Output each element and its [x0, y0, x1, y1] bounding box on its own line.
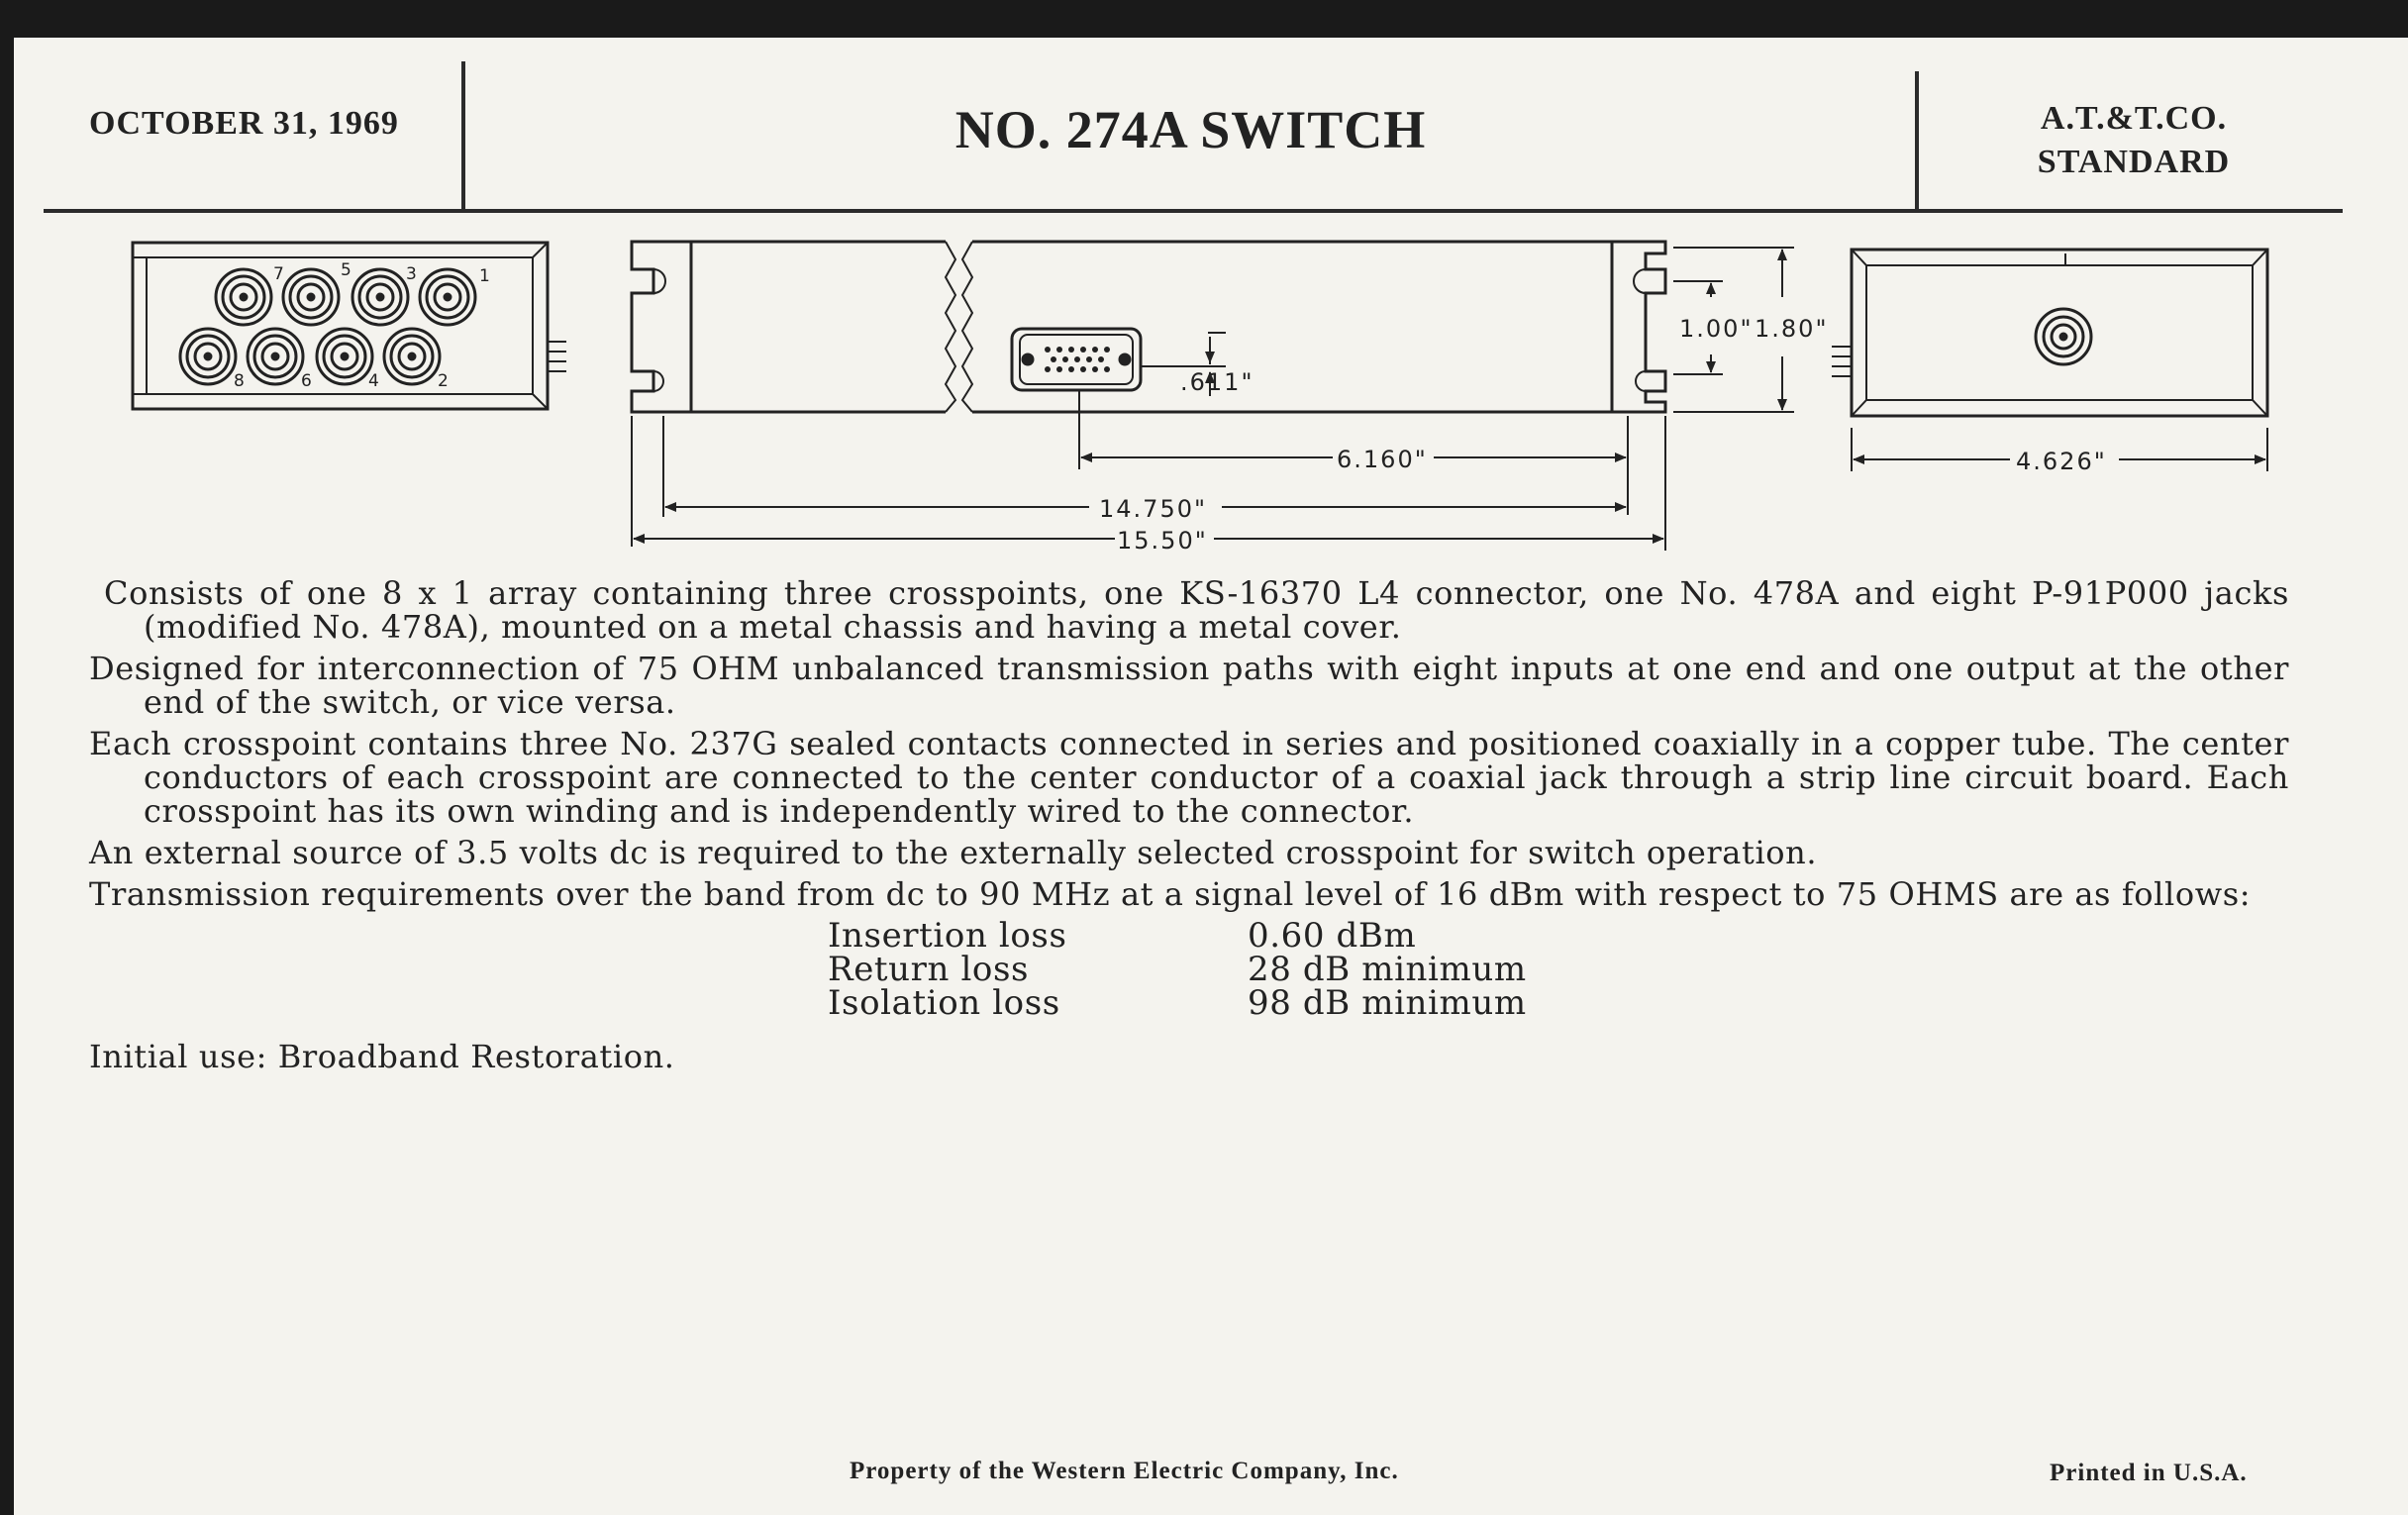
coax-jack-7 [216, 269, 271, 325]
jack-label-1: 1 [479, 266, 490, 286]
jack-label-6: 6 [301, 371, 312, 391]
footer-printed: Printed in U.S.A. [2050, 1460, 2248, 1486]
spec-value: 0.60 dBm [1248, 916, 1417, 956]
spec-value: 98 dB minimum [1248, 983, 1527, 1023]
paragraph-external-source: An external source of 3.5 volts dc is required to the externally selected crosspoint for switch operation. [89, 834, 1818, 871]
coax-jack-5 [283, 269, 339, 325]
footer-property: Property of the Western Electric Company, Inc. [850, 1458, 1399, 1484]
dim-611-label: .611" [1180, 368, 1254, 396]
chassis-side-view [632, 242, 1665, 412]
table-row [828, 986, 1527, 1020]
dim-1550-label: 15.50" [1117, 527, 1208, 555]
spec-table [828, 916, 1527, 1023]
dim-14750-label: 14.750" [1099, 495, 1208, 523]
dim-100-label: 1.00" [1679, 315, 1754, 343]
spec-value: 28 dB minimum [1248, 950, 1527, 989]
header-date: OCTOBER 31, 1969 [89, 105, 399, 142]
output-coax-jack [2036, 309, 2091, 364]
paragraph-consists: Consists of one 8 x 1 array containing three crosspoints, one KS-16370 L4 connector, one No. 478A and eight P-91P000 jacks (modified No. 478A), mounted on a metal chassis and having a metal cover. [104, 574, 2289, 646]
dim-4626-label: 4.626" [2016, 448, 2107, 475]
coax-jack-1 [420, 269, 475, 325]
dim-180-label: 1.80" [1755, 315, 1829, 343]
dim-6160-label: 6.160" [1337, 446, 1428, 473]
standard-line-2: STANDARD [2037, 144, 2231, 180]
paragraph-transmission: Transmission requirements over the band from dc to 90 MHz at a signal level of 16 dBm with respect to 75 OHMS are as follows: [89, 875, 2252, 913]
ks-connector-icon [1012, 329, 1141, 390]
jack-label-4: 4 [368, 371, 379, 391]
coax-jack-2 [384, 329, 440, 384]
page-title: NO. 274A SWITCH [954, 100, 1427, 159]
coax-jack-3 [352, 269, 408, 325]
description-body [89, 576, 2289, 1073]
spec-label: Return loss [828, 950, 1030, 989]
spec-label: Insertion loss [828, 916, 1067, 956]
table-row [828, 953, 1527, 986]
standard-line-1: A.T.&T.CO. [2040, 100, 2228, 137]
jack-label-2: 2 [438, 371, 449, 391]
jack-label-8: 8 [234, 371, 245, 391]
coax-jack-6 [248, 329, 303, 384]
jack-label-7: 7 [273, 264, 284, 284]
coax-jack-4 [317, 329, 372, 384]
initial-use: Initial use: Broadband Restoration. [89, 1038, 675, 1075]
coax-jack-8 [180, 329, 236, 384]
output-end-view [1832, 250, 2267, 416]
paragraph-designed: Designed for interconnection of 75 OHM unbalanced transmission paths with eight inputs at one end and one output at the other end of the switch, or vice versa. [89, 650, 2289, 721]
jack-label-5: 5 [341, 260, 351, 280]
paragraph-crosspoint: Each crosspoint contains three No. 237G sealed contacts connected in series and positioned coaxially in a copper tube. The center conductors of each crosspoint are connected to the center conductor of a coaxial jack through a strip line circuit board. Each crosspoint has its own winding and is independently wired to the connector. [89, 725, 2289, 830]
table-row [828, 919, 1527, 953]
jack-label-3: 3 [406, 264, 417, 284]
spec-label: Isolation loss [828, 983, 1060, 1023]
